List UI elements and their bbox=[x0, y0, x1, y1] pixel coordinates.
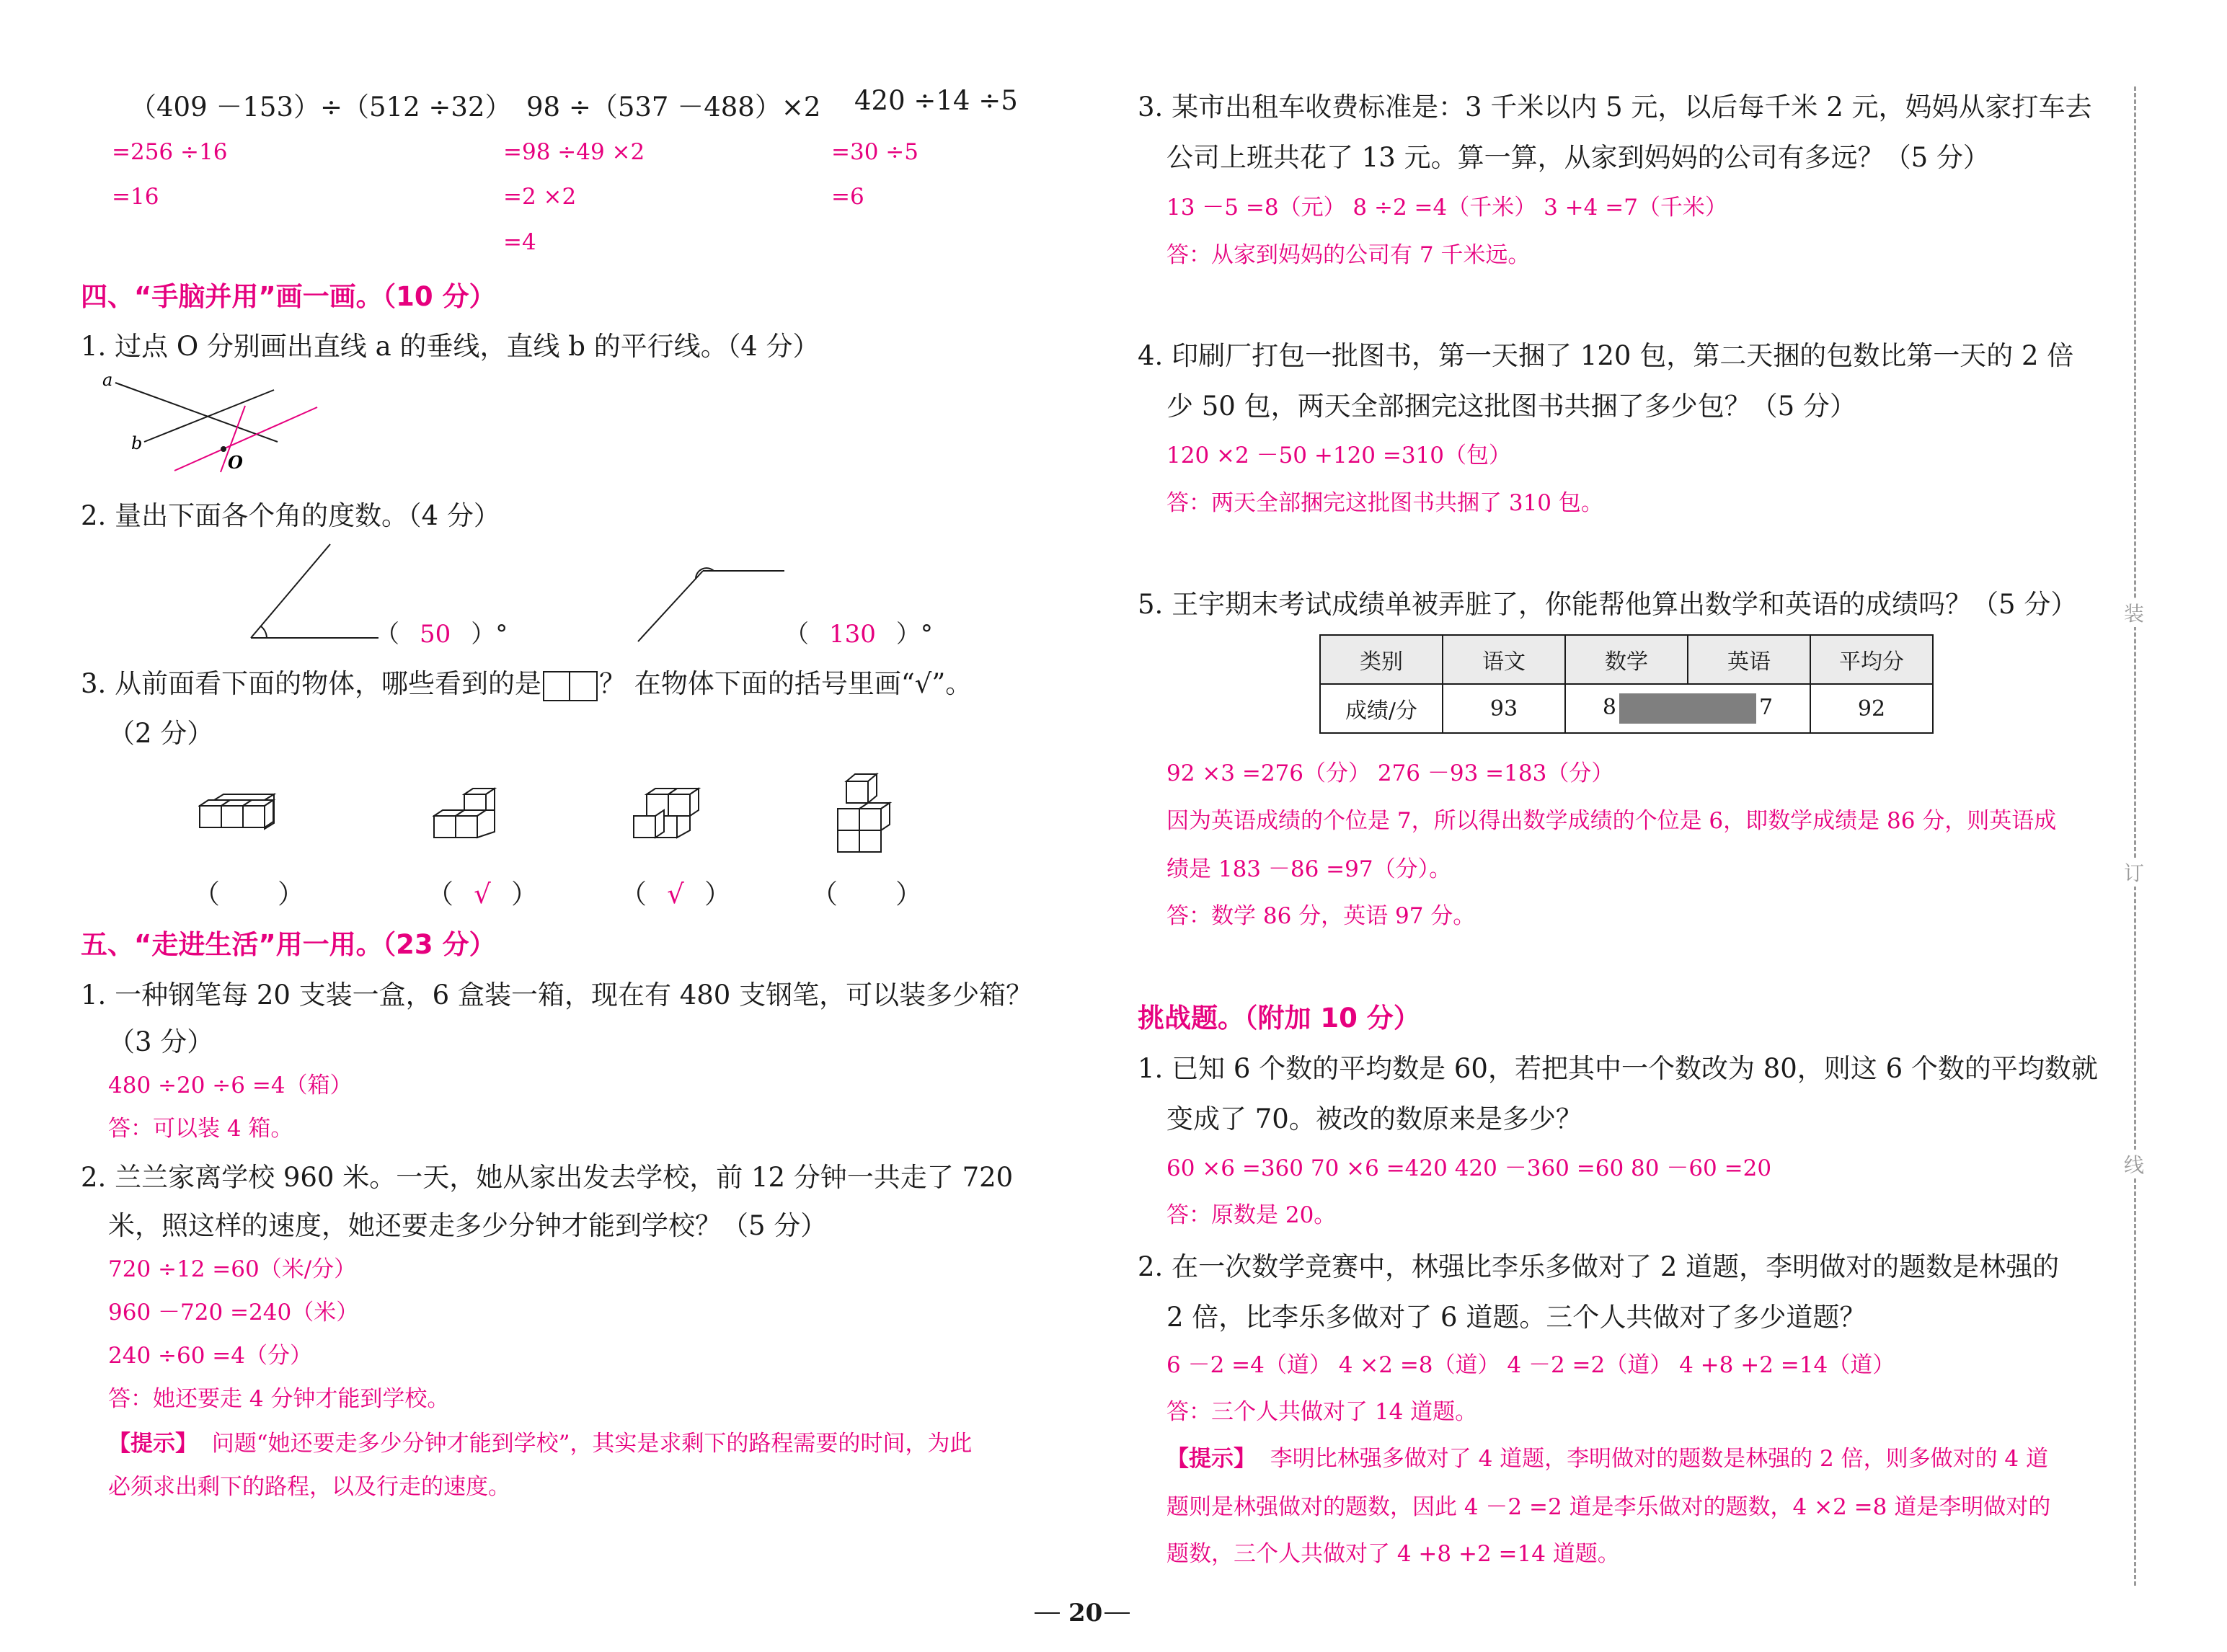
cube-shape-2 bbox=[433, 787, 533, 852]
challenge-1-line-2: 变成了 70。被改的数原来是多少？ bbox=[1166, 1103, 1582, 1134]
q5-answer-3: 绩是 183 －86 =97（分）。 bbox=[1166, 856, 1452, 882]
sec5-q2-line-2: 米，照这样的速度，她还要走多少分钟才能到学校？（5 分） bbox=[108, 1210, 828, 1241]
table-cell-chinese: 93 bbox=[1443, 684, 1565, 733]
binding-char-2: 订 bbox=[2124, 858, 2144, 887]
label-b: b bbox=[131, 433, 143, 453]
q3-answer-2: 答：从家到妈妈的公司有 7 千米远。 bbox=[1166, 242, 1531, 268]
sec5-q1-line-2: （3 分） bbox=[108, 1026, 214, 1057]
q5-answer-1: 92 ×3 =276（分） 276 －93 =183（分） bbox=[1166, 760, 1614, 786]
sec4-question-1: 1. 过点 O 分别画出直线 a 的垂线，直线 b 的平行线。（4 分） bbox=[81, 331, 820, 362]
challenge-2-hint-line-3: 题数，三个人共做对了 4 +8 +2 =14 道题。 bbox=[1166, 1541, 1620, 1567]
sec5-q2-answer-2: 960 －720 =240（米） bbox=[108, 1300, 359, 1325]
calc-3-step-2: =6 bbox=[831, 184, 864, 210]
table-header-chinese: 语文 bbox=[1443, 635, 1565, 684]
table-cell-average: 92 bbox=[1810, 684, 1933, 733]
sec4-question-3-score: （2 分） bbox=[108, 718, 214, 749]
challenge-1-answer-1: 60 ×6 =360 70 ×6 =420 420 －360 =60 80 －60 =20 bbox=[1166, 1155, 1772, 1181]
calc-1-step-2: =16 bbox=[112, 184, 159, 210]
footer-dash-left bbox=[1035, 1612, 1060, 1614]
point-o bbox=[221, 446, 226, 452]
table-row-label: 成绩/分 bbox=[1320, 684, 1443, 733]
table-header-average: 平均分 bbox=[1810, 635, 1933, 684]
sec5-q2-answer-4: 答：她还要走 4 分钟才能到学校。 bbox=[108, 1386, 450, 1412]
calc-1-expression: （409 －153）÷（512 ÷32） bbox=[130, 92, 512, 123]
cube-answer-2: （ √ ） bbox=[427, 879, 538, 910]
sec5-q2-line-1: 2. 兰兰家离学校 960 米。一天，她从家出发去学校，前 12 分钟一共走了 720 bbox=[81, 1162, 1014, 1193]
cube-shape-4 bbox=[836, 771, 923, 854]
cube-shape-1 bbox=[198, 793, 306, 851]
calc-3-expression: 420 ÷14 ÷5 bbox=[854, 85, 1018, 116]
challenge-2-line-2: 2 倍，比李乐多做对了 6 道题。三个人共做对了多少道题？ bbox=[1166, 1302, 1867, 1333]
q5-answer-2: 因为英语成绩的个位是 7，所以得出数学成绩的个位是 6，即数学成绩是 86 分，则英语成 bbox=[1166, 808, 2057, 834]
cube-answer-4: （ ） bbox=[811, 879, 922, 910]
front-view-icon bbox=[543, 671, 598, 701]
calc-1-step-1: =256 ÷16 bbox=[112, 139, 228, 165]
table-cell-smudged: 8 7 bbox=[1565, 684, 1810, 733]
challenge-1-answer-2: 答：原数是 20。 bbox=[1166, 1202, 1337, 1228]
cube-answer-3: （ √ ） bbox=[620, 879, 731, 910]
q5-line-1: 5. 王宇期末考试成绩单被弄脏了，你能帮他算出数学和英语的成绩吗？（5 分） bbox=[1138, 589, 2078, 620]
section-4-heading: 四、“手脑并用”画一画。（10 分） bbox=[81, 281, 496, 312]
table-header-math: 数学 bbox=[1565, 635, 1688, 684]
q3-answer-1: 13 －5 =8（元） 8 ÷2 =4（千米） 3 +4 =7（千米） bbox=[1166, 195, 1727, 221]
sec5-q1-line-1: 1. 一种钢笔每 20 支装一盒，6 盒装一箱，现在有 480 支钢笔，可以装多少箱？ bbox=[81, 980, 1033, 1011]
challenge-2-answer-1: 6 －2 =4（道） 4 ×2 =8（道） 4 －2 =2（道） 4 +8 +2 =14（道） bbox=[1166, 1352, 1895, 1378]
sec5-q2-answer-1: 720 ÷12 =60（米/分） bbox=[108, 1256, 357, 1282]
challenge-2-hint-line-2: 题则是林强做对的题数，因此 4 －2 =2 道是李乐做对的题数，4 ×2 =8 道是李明做对的 bbox=[1166, 1494, 2051, 1520]
parallel-line bbox=[174, 407, 317, 471]
angle-2-figure bbox=[634, 559, 793, 645]
lines-figure bbox=[94, 364, 324, 479]
sec5-q1-answer-2: 答：可以装 4 箱。 bbox=[108, 1116, 293, 1142]
calc-2-expression: 98 ÷（537 －488）×2 bbox=[526, 92, 821, 123]
page-number: 20 bbox=[1068, 1599, 1103, 1627]
sec5-hint-line-2: 必须求出剩下的路程，以及行走的速度。 bbox=[108, 1474, 510, 1500]
cube-answer-1: （ ） bbox=[193, 879, 304, 910]
binding-char-3: 线 bbox=[2124, 1150, 2144, 1178]
calc-2-step-3: =4 bbox=[503, 229, 536, 255]
score-table bbox=[1319, 634, 1934, 734]
sec4-question-2: 2. 量出下面各个角的度数。（4 分） bbox=[81, 500, 500, 531]
footer-dash-right bbox=[1104, 1612, 1130, 1614]
binding-char-1: 装 bbox=[2124, 598, 2144, 627]
q4-answer-1: 120 ×2 －50 +120 =310（包） bbox=[1166, 443, 1512, 468]
angle-1-answer: （ 50 ）° bbox=[375, 620, 508, 649]
challenge-2-answer-2: 答：三个人共做对了 14 道题。 bbox=[1166, 1399, 1478, 1425]
challenge-heading: 挑战题。（附加 10 分） bbox=[1138, 1003, 1420, 1034]
sec5-hint-line-1: 【提示】 问题“她还要走多少分钟才能到学校”，其实是求剩下的路程需要的时间，为此 bbox=[108, 1431, 973, 1457]
section-5-heading: 五、“走进生活”用一用。（23 分） bbox=[81, 929, 496, 960]
angle-2-answer: （ 130 ）° bbox=[784, 620, 933, 649]
q4-line-2: 少 50 包，两天全部捆完这批图书共捆了多少包？（5 分） bbox=[1166, 391, 1856, 422]
cube-shape-3 bbox=[632, 787, 733, 852]
challenge-1-line-1: 1. 已知 6 个数的平均数是 60，若把其中一个数改为 80，则这 6 个数的平均数就 bbox=[1138, 1053, 2098, 1084]
label-a: a bbox=[102, 370, 113, 390]
table-header-english: 英语 bbox=[1688, 635, 1810, 684]
calc-2-step-2: =2 ×2 bbox=[503, 184, 577, 210]
binding-line bbox=[2134, 86, 2136, 1586]
challenge-2-hint-line-1: 【提示】 李明比林强多做对了 4 道题，李明做对的题数是林强的 2 倍，则多做对的 4 道 bbox=[1166, 1446, 2049, 1472]
label-o: O bbox=[228, 452, 243, 473]
calc-3-step-1: =30 ÷5 bbox=[831, 139, 918, 165]
q4-answer-2: 答：两天全部捆完这批图书共捆了 310 包。 bbox=[1166, 490, 1603, 516]
q3-line-2: 公司上班共花了 13 元。算一算，从家到妈妈的公司有多远？（5 分） bbox=[1166, 142, 1990, 173]
sec4-question-3: 3. 从前面看下面的物体，哪些看到的是 ？ 在物体下面的括号里画“√”。 bbox=[81, 662, 972, 701]
calc-2-step-1: =98 ÷49 ×2 bbox=[503, 139, 645, 165]
challenge-2-line-1: 2. 在一次数学竞赛中，林强比李乐多做对了 2 道题，李明做对的题数是林强的 bbox=[1138, 1251, 2060, 1282]
table-header-category: 类别 bbox=[1320, 635, 1443, 684]
q4-line-1: 4. 印刷厂打包一批图书，第一天捆了 120 包，第二天捆的包数比第一天的 2 倍 bbox=[1138, 340, 2074, 371]
q5-answer-4: 答：数学 86 分，英语 97 分。 bbox=[1166, 903, 1476, 929]
angle-1-figure bbox=[245, 537, 389, 645]
ink-smudge bbox=[1619, 693, 1756, 724]
q3-line-1: 3. 某市出租车收费标准是：3 千米以内 5 元，以后每千米 2 元，妈妈从家打车去 bbox=[1138, 92, 2092, 123]
sec5-q1-answer-1: 480 ÷20 ÷6 =4（箱） bbox=[108, 1073, 353, 1098]
sec5-q2-answer-3: 240 ÷60 =4（分） bbox=[108, 1343, 312, 1369]
